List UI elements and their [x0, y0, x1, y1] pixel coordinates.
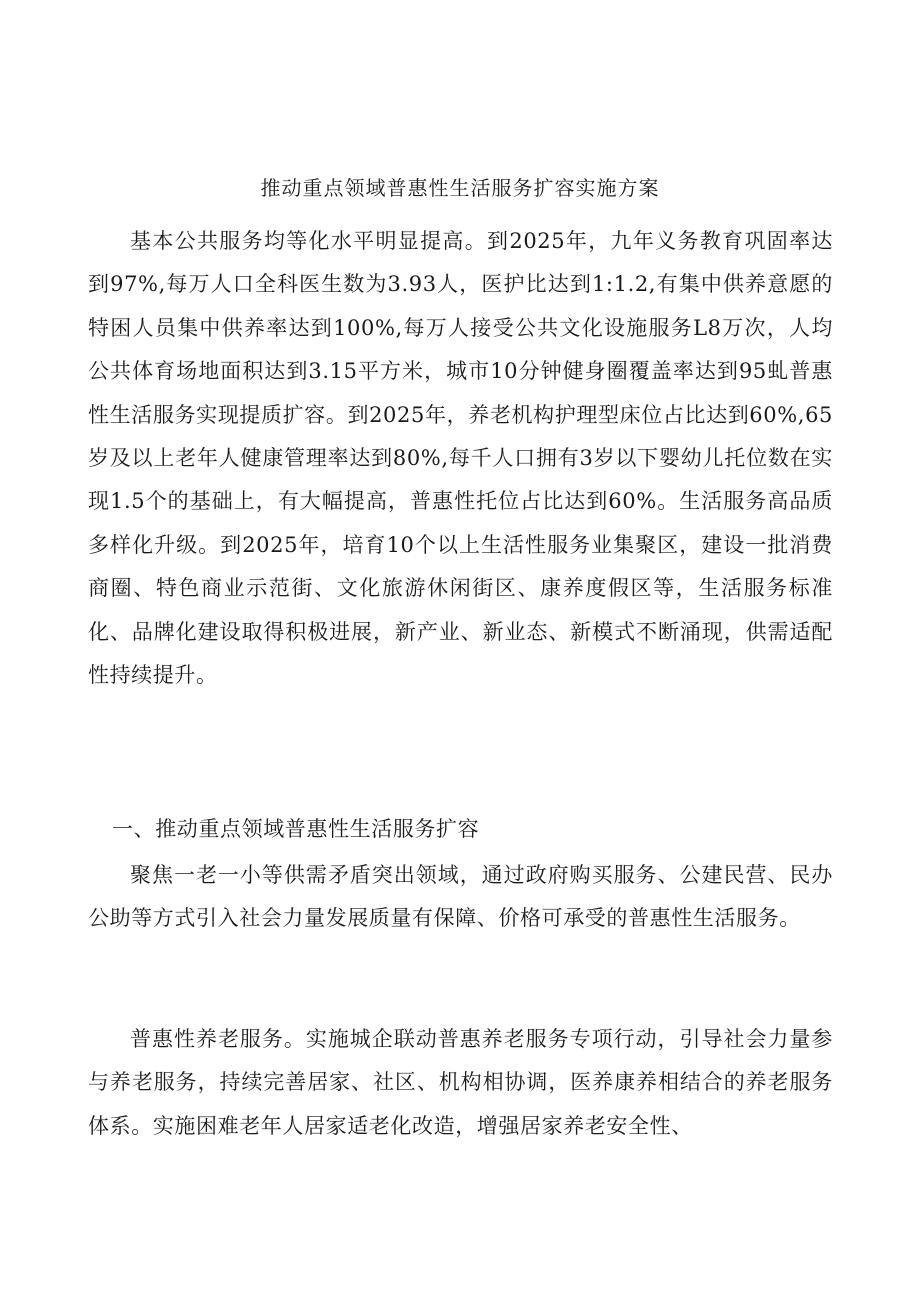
section-paragraph: 普惠性养老服务。实施城企联动普惠养老服务专项行动，引导社会力量参与养老服务，持续完善居家、社区、机构相协调，医养康养相结合的养老服务体系。实施困难老年人居家适老化改造，增强居家养老安全性、 [88, 1027, 833, 1138]
intro-paragraph: 基本公共服务均等化水平明显提高。到2025年，九年义务教育巩固率达到97%,每万人口全科医生数为3.93人，医护比达到1:1.2,有集中供养意愿的特困人员集中供养率达到100%,每万人接受公共文化设施服务L8万次，人均公共体育场地面积达到3.15平方米，城市10分钟健身圈覆盖率达到95虬普惠性生活服务实现提质扩容。到2025年，养老机构护理型床位占比达到60%,65岁及以上老年人健康管理率达到80%,每千人口拥有3岁以下婴幼儿托位数在实现1.5个的基础上，有大幅提高，普惠性托位占比达到60%。生活服务高品质多样化升级。到2025年，培育10个以上生活性服务业集聚区，建设一批消费商圈、特色商业示范街、文化旅游休闲街区、康养度假区等，生活服务标准化、品牌化建设取得积极进展，新产业、新业态、新模式不断涌现，供需适配性持续提升。 [88, 229, 833, 688]
section-heading: 一、推动重点领域普惠性生活服务扩容 [112, 817, 480, 841]
section-paragraph: 聚焦一老一小等供需矛盾突出领域，通过政府购买服务、公建民营、民办公助等方式引入社会力量发展质量有保障、价格可承受的普惠性生活服务。 [88, 863, 833, 931]
document-title: 推动重点领域普惠性生活服务扩容实施方案 [260, 176, 660, 200]
